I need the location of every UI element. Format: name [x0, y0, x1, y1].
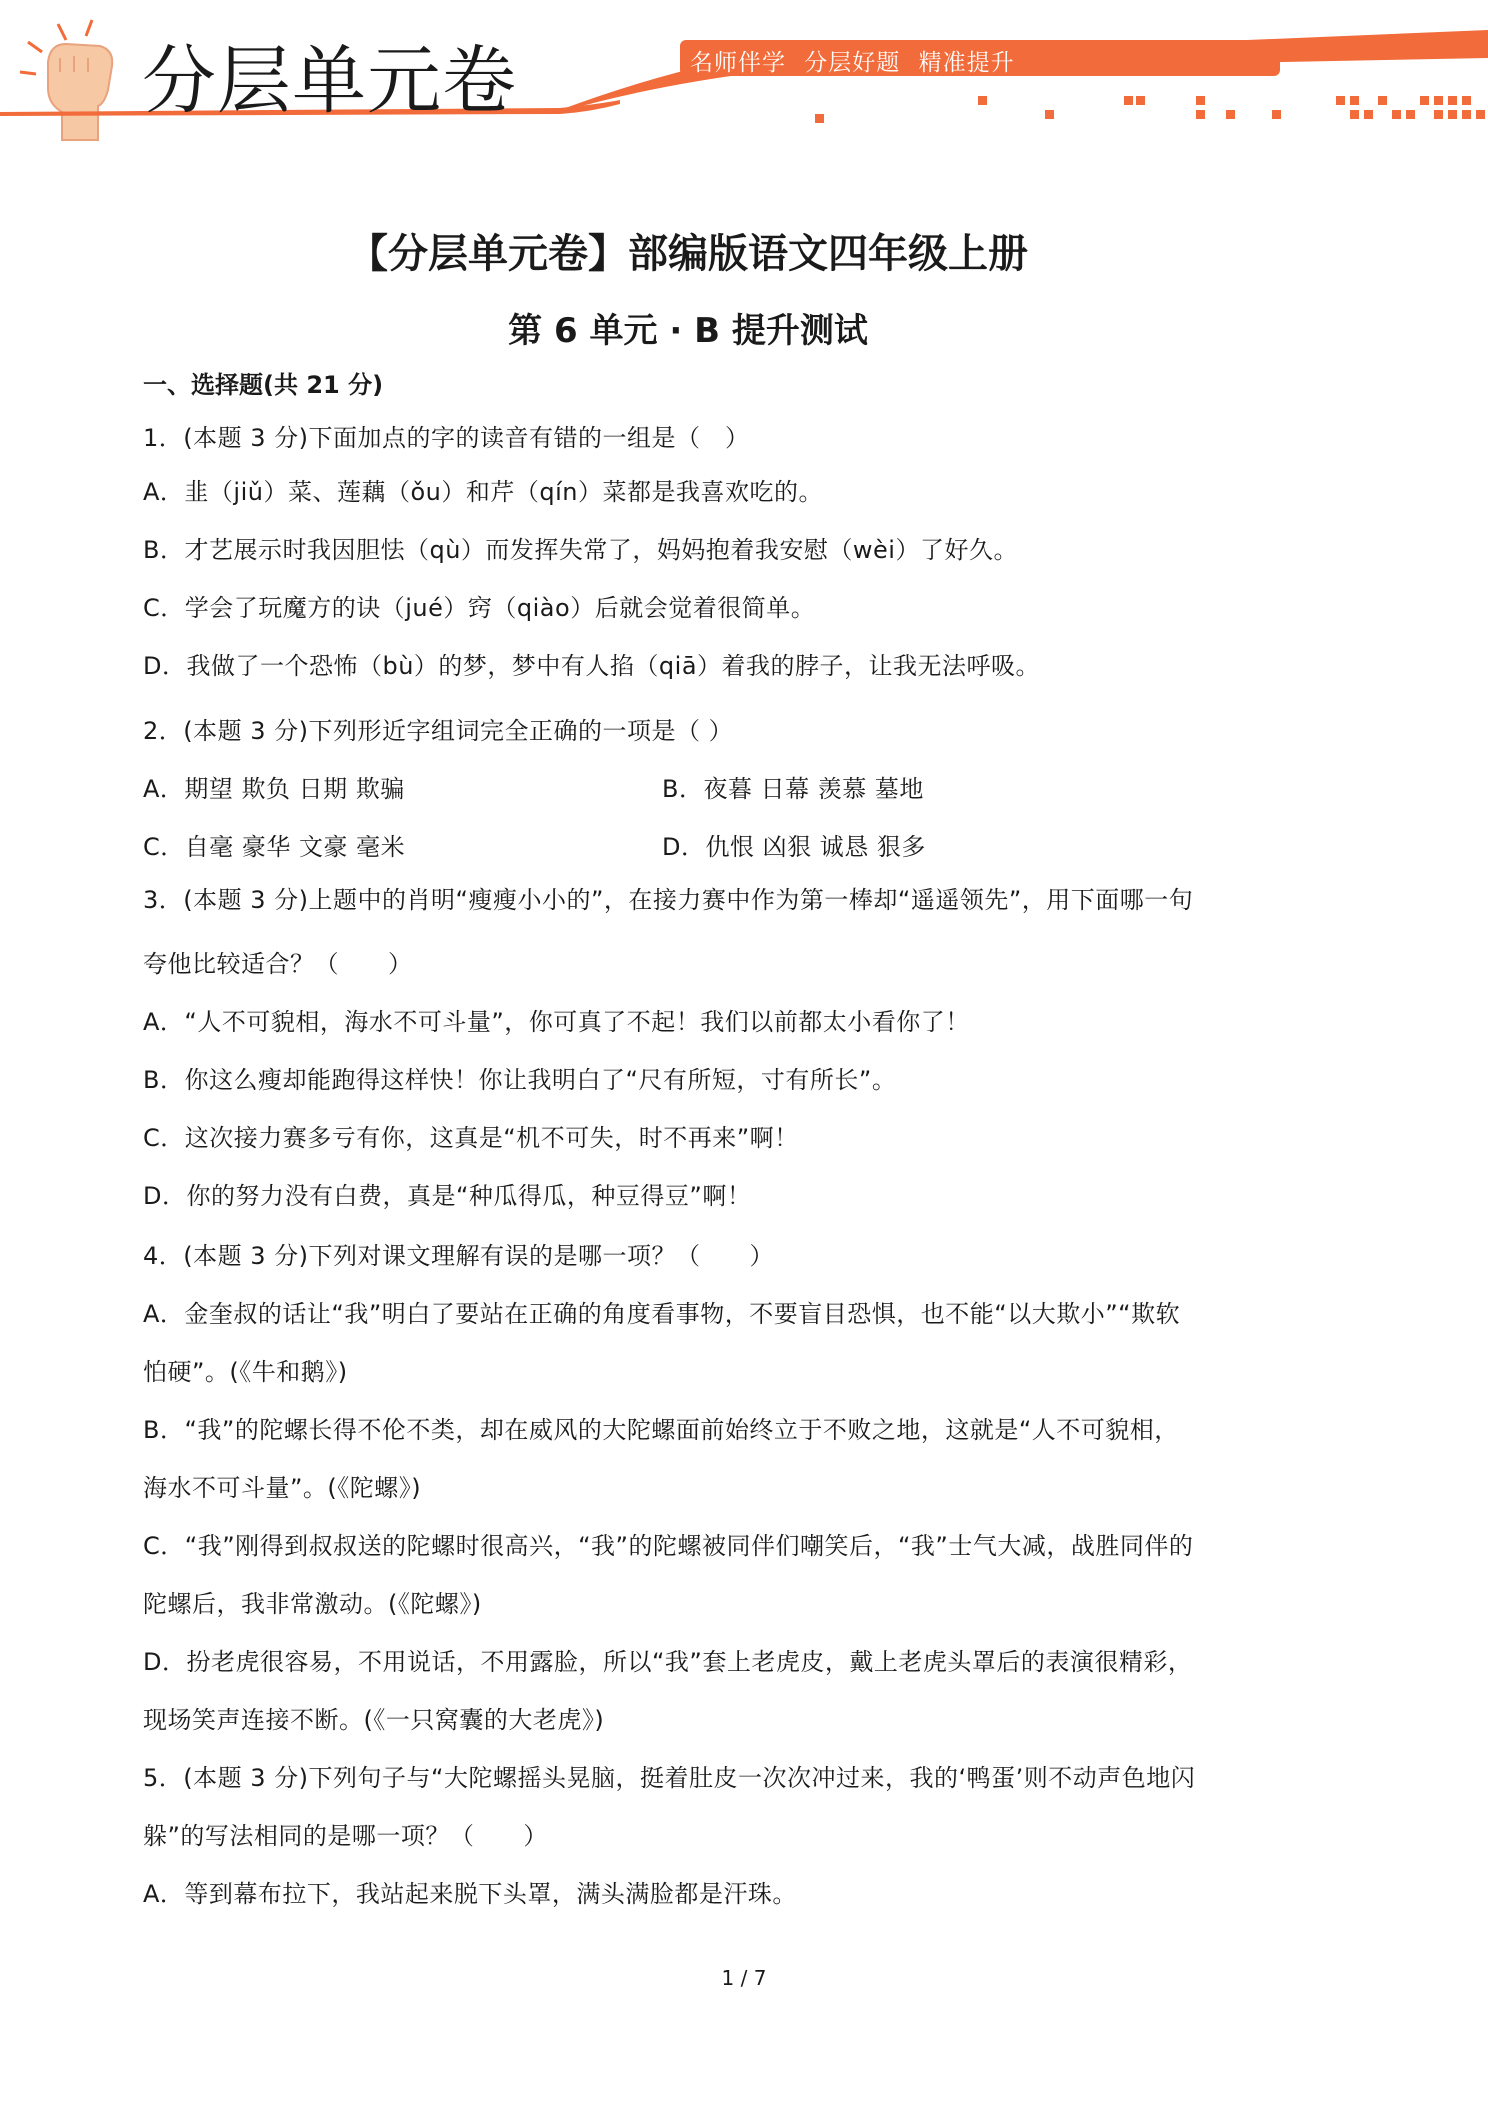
question-3-line-2: 夸他比较适合？（ ）: [143, 950, 413, 978]
document-subtitle: 第 6 单元 · B 提升测试: [508, 311, 868, 351]
question-2-option-a: A．期望 欺负 日期 欺骗: [143, 775, 405, 803]
question-3-option-c: C．这次接力赛多亏有你，这真是“机不可失，时不再来”啊！: [143, 1124, 799, 1152]
document-title: 【分层单元卷】部编版语文四年级上册: [348, 231, 1028, 277]
question-1-option-b: B．才艺展示时我因胆怯（qù）而发挥失常了，妈妈抱着我安慰（wèi）了好久。: [143, 536, 1018, 564]
question-3-line-1: 3．(本题 3 分)上题中的肖明“瘦瘦小小的”，在接力赛中作为第一棒却“遥遥领先”，用下面哪一句: [143, 886, 1194, 914]
section-heading: 一、选择题(共 21 分): [143, 371, 384, 399]
question-1-option-d: D．我做了一个恐怖（bù）的梦，梦中有人掐（qiā）着我的脖子，让我无法呼吸。: [143, 652, 1041, 680]
question-3-option-b: B．你这么瘦却能跑得这样快！你让我明白了“尺有所短，寸有所长”。: [143, 1066, 897, 1094]
question-4-option-b-line-2: 海水不可斗量”。(《陀螺》): [143, 1474, 422, 1502]
question-1-option-a: A．韭（jiǔ）菜、莲藕（ǒu）和芹（qín）菜都是我喜欢吃的。: [143, 478, 823, 506]
question-1: 1．(本题 3 分)下面加点的字的读音有错的一组是（ ）: [143, 424, 750, 452]
question-4-option-c-line-1: C．“我”刚得到叔叔送的陀螺时很高兴，“我”的陀螺被同伴们嘲笑后，“我”士气大减，战胜同伴的: [143, 1532, 1194, 1560]
question-4-option-b-line-1: B．“我”的陀螺长得不伦不类，却在威风的大陀螺面前始终立于不败之地，这就是“人不可貌相，: [143, 1416, 1179, 1444]
question-3-option-a: A．“人不可貌相，海水不可斗量”，你可真了不起！我们以前都太小看你了！: [143, 1008, 970, 1036]
question-4-option-a-line-1: A．金奎叔的话让“我”明白了要站在正确的角度看事物，不要盲目恐惧，也不能“以大欺小”“欺软: [143, 1300, 1181, 1328]
question-4: 4．(本题 3 分)下列对课文理解有误的是哪一项？（ ）: [143, 1242, 775, 1270]
question-3-option-d: D．你的努力没有白费，真是“种瓜得瓜，种豆得豆”啊！: [143, 1182, 752, 1210]
raised-fist-icon: [20, 20, 112, 140]
brand-title: 分层单元卷: [142, 38, 517, 124]
header-banner: [0, 0, 1488, 150]
question-4-option-d-line-1: D．扮老虎很容易，不用说话，不用露脸，所以“我”套上老虎皮，戴上老虎头罩后的表演很精彩，: [143, 1648, 1193, 1676]
question-2-option-c: C．自毫 豪华 文豪 毫米: [143, 833, 406, 861]
brand-slogan: 名师伴学 分层好题 精准提升: [690, 50, 1015, 76]
question-2-option-d: D．仇恨 凶狠 诚恳 狠多: [662, 833, 926, 861]
question-2: 2．(本题 3 分)下列形近字组词完全正确的一项是（ ）: [143, 717, 734, 745]
question-5-line-1: 5．(本题 3 分)下列句子与“大陀螺摇头晃脑，挺着肚皮一次次冲过来，我的‘鸭蛋’则不动声色地闪: [143, 1764, 1196, 1792]
question-4-option-d-line-2: 现场笑声连接不断。(《一只窝囊的大老虎》): [143, 1706, 605, 1734]
question-4-option-c-line-2: 陀螺后，我非常激动。(《陀螺》): [143, 1590, 482, 1618]
question-1-option-c: C．学会了玩魔方的诀（jué）窍（qiào）后就会觉着很简单。: [143, 594, 816, 622]
question-5-option-a: A．等到幕布拉下，我站起来脱下头罩，满头满脸都是汗珠。: [143, 1880, 797, 1908]
question-2-option-b: B．夜暮 日幕 羡慕 墓地: [662, 775, 924, 803]
page-number: 1 / 7: [721, 1966, 767, 1990]
question-4-option-a-line-2: 怕硬”。(《牛和鹅》): [143, 1358, 348, 1386]
question-5-line-2: 躲”的写法相同的是哪一项？（ ）: [143, 1822, 548, 1850]
